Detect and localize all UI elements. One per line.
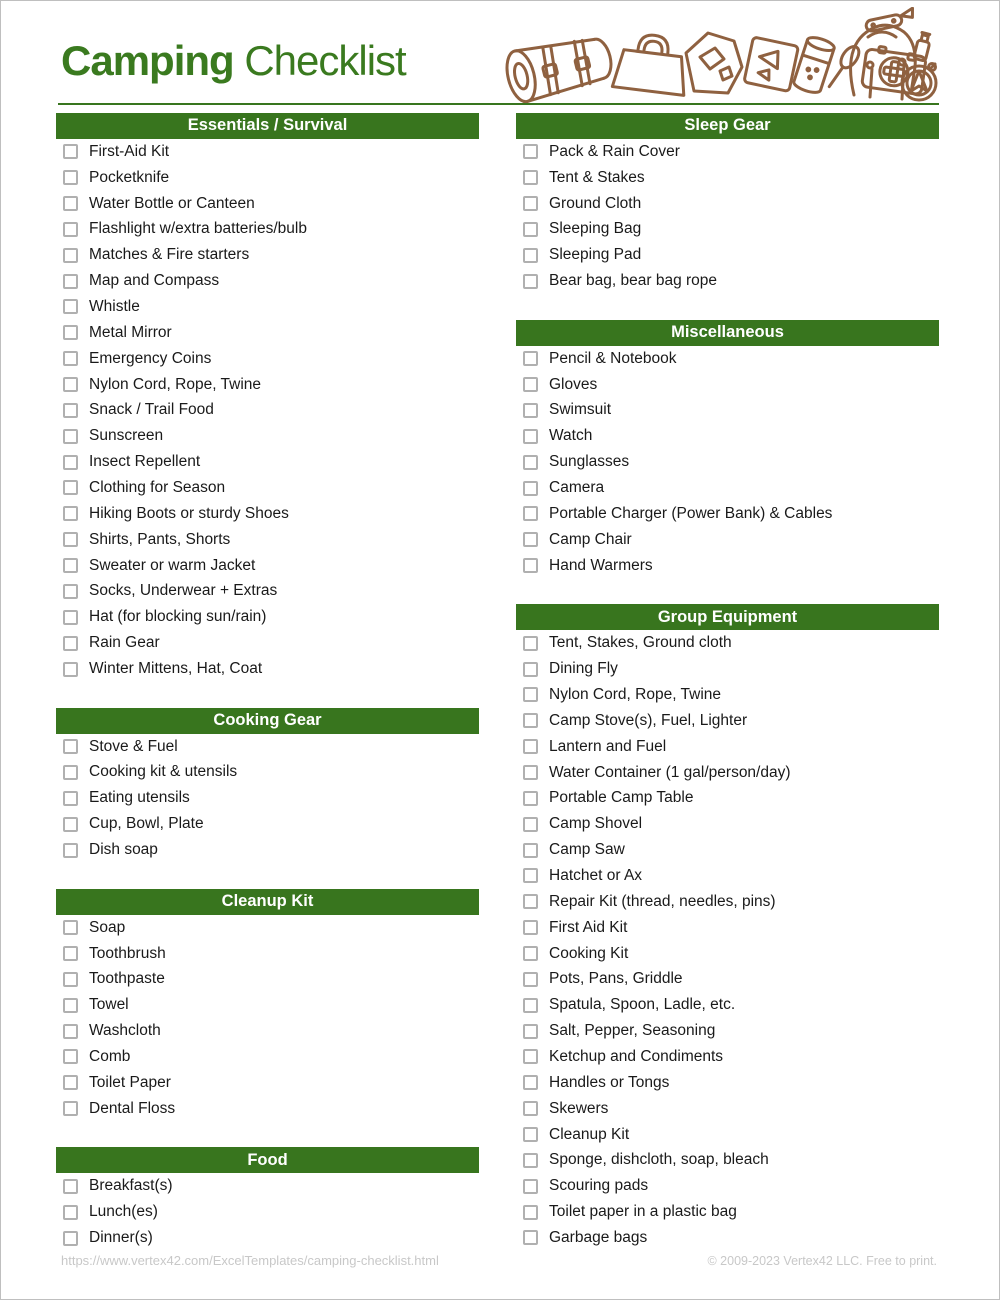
item-label: Lantern and Fuel — [549, 737, 667, 755]
section-header: Sleep Gear — [516, 113, 939, 139]
item-label: Sleeping Bag — [549, 220, 642, 238]
section-header: Food — [56, 1147, 479, 1173]
item-label: Cup, Bowl, Plate — [89, 815, 204, 833]
empty-checkbox[interactable] — [63, 946, 78, 961]
item-label: Cooking Kit — [549, 944, 629, 962]
item-label: Tent, Stakes, Ground cloth — [549, 634, 732, 652]
checklist-item — [56, 191, 479, 217]
checklist-item — [56, 630, 479, 656]
checklist-item — [56, 449, 479, 475]
empty-checkbox[interactable] — [63, 1049, 78, 1064]
section-sleep-gear — [516, 113, 939, 294]
empty-checkbox[interactable] — [63, 532, 78, 547]
empty-checkbox[interactable] — [63, 170, 78, 185]
checklist-item — [56, 423, 479, 449]
empty-checkbox[interactable] — [523, 1230, 538, 1245]
item-label: Ground Cloth — [549, 194, 642, 212]
checklist-item — [56, 579, 479, 605]
empty-checkbox[interactable] — [63, 325, 78, 340]
item-label: Gloves — [549, 375, 598, 393]
item-label: Portable Charger (Power Bank) & Cables — [549, 504, 833, 522]
empty-checkbox[interactable] — [63, 274, 78, 289]
item-label: Hatchet or Ax — [549, 866, 643, 884]
checklist-item — [56, 966, 479, 992]
empty-checkbox[interactable] — [523, 222, 538, 237]
empty-checkbox[interactable] — [523, 1075, 538, 1090]
item-label: Pots, Pans, Griddle — [549, 970, 683, 988]
empty-checkbox[interactable] — [63, 455, 78, 470]
item-label: Whistle — [89, 297, 140, 315]
item-label: Winter Mittens, Hat, Coat — [89, 660, 263, 677]
empty-checkbox[interactable] — [63, 662, 78, 677]
checklist-item — [56, 760, 479, 786]
checklist-item — [516, 682, 939, 708]
empty-checkbox[interactable] — [63, 739, 78, 754]
item-label: Dining Fly — [549, 660, 618, 678]
item-label: Dinner(s) — [89, 1229, 153, 1246]
checklist-item — [56, 915, 479, 941]
checklist-item — [56, 1199, 479, 1225]
item-label: Watch — [549, 427, 593, 445]
section-header: Miscellaneous — [516, 320, 939, 346]
checklist-item — [516, 553, 939, 579]
item-label: Bear bag, bear bag rope — [549, 272, 718, 290]
item-label: Lunch(es) — [89, 1203, 158, 1221]
item-label: Comb — [89, 1047, 131, 1065]
section-food — [56, 1147, 479, 1250]
item-label: Hiking Boots or sturdy Shoes — [89, 504, 289, 522]
section-essentials-survival — [56, 113, 479, 682]
item-label: Camp Stove(s), Fuel, Lighter — [549, 711, 748, 729]
item-label: Ketchup and Condiments — [549, 1047, 724, 1065]
empty-checkbox[interactable] — [523, 972, 538, 987]
item-label: Emergency Coins — [89, 349, 212, 367]
item-label: Insect Repellent — [89, 453, 201, 471]
empty-checkbox[interactable] — [523, 1127, 538, 1142]
item-label: Hand Warmers — [549, 556, 653, 574]
checklist-item — [56, 268, 479, 294]
item-label: Eating utensils — [89, 789, 190, 807]
section-header: Cleanup Kit — [56, 889, 479, 915]
item-label: Cooking kit & utensils — [89, 763, 238, 781]
item-label: First-Aid Kit — [89, 142, 170, 160]
item-label: Dental Floss — [89, 1099, 176, 1117]
item-label: Portable Camp Table — [549, 789, 694, 807]
checklist-item — [516, 811, 939, 837]
empty-checkbox[interactable] — [523, 713, 538, 728]
checklist-item — [56, 372, 479, 398]
empty-checkbox[interactable] — [523, 1101, 538, 1116]
item-label: Nylon Cord, Rope, Twine — [89, 375, 262, 393]
item-label: Repair Kit (thread, needles, pins) — [549, 892, 776, 910]
checklist-item — [516, 1122, 939, 1148]
item-label: Swimsuit — [549, 401, 612, 419]
empty-checkbox[interactable] — [523, 998, 538, 1013]
checklist-item — [516, 837, 939, 863]
item-label: Spatula, Spoon, Ladle, etc. — [549, 996, 736, 1014]
empty-checkbox[interactable] — [523, 817, 538, 832]
empty-checkbox[interactable] — [63, 144, 78, 159]
empty-checkbox[interactable] — [63, 1101, 78, 1116]
section-header: Cooking Gear — [56, 708, 479, 734]
item-label: Skewers — [549, 1099, 609, 1117]
checklist-item — [56, 604, 479, 630]
checklist-item — [56, 1070, 479, 1096]
item-label: Shirts, Pants, Shorts — [89, 530, 231, 548]
item-label: Toothpaste — [89, 970, 165, 988]
checklist-item — [56, 501, 479, 527]
item-label: First Aid Kit — [549, 918, 628, 936]
checklist-item — [56, 1096, 479, 1122]
empty-checkbox[interactable] — [523, 196, 538, 211]
item-label: Toilet Paper — [89, 1073, 171, 1091]
item-label: Hat (for blocking sun/rain) — [89, 608, 267, 626]
checklist-item — [516, 708, 939, 734]
empty-checkbox[interactable] — [523, 739, 538, 754]
empty-checkbox[interactable] — [523, 506, 538, 521]
item-label: Snack / Trail Food — [89, 401, 214, 419]
checklist-item — [56, 1173, 479, 1199]
checklist-item — [56, 1225, 479, 1251]
item-label: Sleeping Pad — [549, 246, 642, 264]
item-label: Map and Compass — [89, 272, 220, 290]
item-label: Toilet paper in a plastic bag — [549, 1203, 737, 1221]
empty-checkbox[interactable] — [523, 403, 538, 418]
checklist-item — [56, 1018, 479, 1044]
checklist-item — [516, 656, 939, 682]
empty-checkbox[interactable] — [523, 662, 538, 677]
checklist-item — [516, 630, 939, 656]
empty-checkbox[interactable] — [63, 765, 78, 780]
item-label: Soap — [89, 918, 126, 936]
checklist-item — [56, 941, 479, 967]
empty-checkbox[interactable] — [523, 791, 538, 806]
empty-checkbox[interactable] — [523, 248, 538, 263]
checklist-item — [56, 811, 479, 837]
item-label: Nylon Cord, Rope, Twine — [549, 685, 722, 703]
checklist-item — [56, 346, 479, 372]
item-label: Scouring pads — [549, 1177, 649, 1195]
empty-checkbox[interactable] — [523, 481, 538, 496]
checklist-item — [516, 449, 939, 475]
empty-checkbox[interactable] — [63, 1075, 78, 1090]
checklist-item — [516, 966, 939, 992]
empty-checkbox[interactable] — [523, 1049, 538, 1064]
empty-checkbox[interactable] — [63, 506, 78, 521]
item-label: Pencil & Notebook — [549, 349, 677, 367]
empty-checkbox[interactable] — [523, 920, 538, 935]
checklist-item — [516, 1225, 939, 1251]
checklist-item — [56, 734, 479, 760]
checklist-item — [56, 294, 479, 320]
empty-checkbox[interactable] — [63, 636, 78, 651]
empty-checkbox[interactable] — [63, 972, 78, 987]
item-label: Matches & Fire starters — [89, 246, 250, 264]
checklist-item — [516, 475, 939, 501]
checklist-item — [516, 992, 939, 1018]
item-label: Salt, Pepper, Seasoning — [549, 1022, 716, 1040]
checklist-item — [516, 734, 939, 760]
empty-checkbox[interactable] — [63, 196, 78, 211]
checklist-item — [516, 1044, 939, 1070]
item-label: Water Bottle or Canteen — [89, 194, 255, 212]
checklist-item — [516, 191, 939, 217]
checklist-item — [516, 1199, 939, 1225]
empty-checkbox[interactable] — [63, 920, 78, 935]
section-cooking-gear — [56, 708, 479, 863]
item-label: Breakfast(s) — [89, 1177, 173, 1195]
empty-checkbox[interactable] — [63, 222, 78, 237]
item-label: Dish soap — [89, 841, 158, 859]
empty-checkbox[interactable] — [63, 1231, 78, 1246]
section-cleanup-kit — [56, 889, 479, 1122]
item-label: Sunscreen — [89, 427, 164, 445]
item-label: Towel — [89, 996, 129, 1014]
checklist-item — [516, 889, 939, 915]
empty-checkbox[interactable] — [523, 1024, 538, 1039]
item-label: Water Container (1 gal/person/day) — [549, 763, 791, 781]
empty-checkbox[interactable] — [523, 843, 538, 858]
empty-checkbox[interactable] — [63, 1024, 78, 1039]
item-label: Flashlight w/extra batteries/bulb — [89, 220, 307, 238]
empty-checkbox[interactable] — [523, 429, 538, 444]
item-label: Socks, Underwear + Extras — [89, 582, 278, 600]
empty-checkbox[interactable] — [523, 351, 538, 366]
checklist-item — [516, 501, 939, 527]
checklist-item — [516, 785, 939, 811]
item-label: Pack & Rain Cover — [549, 142, 680, 160]
empty-checkbox[interactable] — [63, 480, 78, 495]
empty-checkbox[interactable] — [523, 765, 538, 780]
footer-copyright: © 2009-2023 Vertex42 LLC. Free to print. — [707, 1254, 937, 1268]
checklist-item — [516, 1018, 939, 1044]
checklist-item — [516, 139, 939, 165]
checklist-item — [516, 941, 939, 967]
checklist-item — [56, 1044, 479, 1070]
checklist-column-left — [56, 113, 479, 1251]
checklist-item — [56, 320, 479, 346]
page-title-regular: Checklist — [244, 37, 406, 84]
empty-checkbox[interactable] — [63, 351, 78, 366]
checklist-item — [516, 1070, 939, 1096]
checklist-item — [56, 397, 479, 423]
empty-checkbox[interactable] — [523, 377, 538, 392]
checklist-item — [516, 527, 939, 553]
section-miscellaneous — [516, 320, 939, 579]
empty-checkbox[interactable] — [523, 1153, 538, 1168]
checklist-item — [516, 216, 939, 242]
checklist-item — [516, 1173, 939, 1199]
checklist-item — [516, 165, 939, 191]
empty-checkbox[interactable] — [63, 610, 78, 625]
item-label: Camp Shovel — [549, 815, 643, 833]
item-label: Garbage bags — [549, 1228, 648, 1246]
checklist-item — [516, 760, 939, 786]
item-label: Camp Saw — [549, 841, 625, 859]
empty-checkbox[interactable] — [523, 894, 538, 909]
empty-checkbox[interactable] — [63, 817, 78, 832]
empty-checkbox[interactable] — [523, 636, 538, 651]
empty-checkbox[interactable] — [63, 584, 78, 599]
checklist-column-right — [516, 113, 939, 1251]
empty-checkbox[interactable] — [523, 946, 538, 961]
checklist-item — [516, 398, 939, 424]
checklist-item — [516, 1096, 939, 1122]
empty-checkbox[interactable] — [523, 558, 538, 573]
item-label: Sponge, dishcloth, soap, bleach — [549, 1151, 769, 1169]
checklist-item — [56, 216, 479, 242]
checklist-item — [56, 527, 479, 553]
empty-checkbox[interactable] — [523, 455, 538, 470]
item-label: Camp Chair — [549, 530, 632, 548]
checklist-item — [516, 915, 939, 941]
checklist-item — [516, 268, 939, 294]
empty-checkbox[interactable] — [63, 843, 78, 858]
empty-checkbox[interactable] — [63, 299, 78, 314]
item-label: Stove & Fuel — [89, 737, 178, 755]
item-label: Camera — [549, 479, 605, 497]
item-label: Clothing for Season — [89, 478, 226, 496]
checklist-item — [516, 423, 939, 449]
empty-checkbox[interactable] — [523, 274, 538, 289]
empty-checkbox[interactable] — [63, 791, 78, 806]
item-label: Sunglasses — [549, 453, 630, 471]
checklist-item — [56, 837, 479, 863]
empty-checkbox[interactable] — [63, 377, 78, 392]
page-footer — [61, 1253, 937, 1268]
checklist-item — [516, 1147, 939, 1173]
item-label: Pocketknife — [89, 168, 170, 186]
empty-checkbox[interactable] — [523, 170, 538, 185]
checklist-item — [56, 242, 479, 268]
checklist-item — [516, 372, 939, 398]
checklist-item — [56, 165, 479, 191]
empty-checkbox[interactable] — [523, 144, 538, 159]
checklist-item — [56, 785, 479, 811]
empty-checkbox[interactable] — [63, 1179, 78, 1194]
item-label: Tent & Stakes — [549, 168, 645, 186]
empty-checkbox[interactable] — [63, 403, 78, 418]
empty-checkbox[interactable] — [63, 248, 78, 263]
item-label: Handles or Tongs — [549, 1073, 670, 1091]
empty-checkbox[interactable] — [523, 1179, 538, 1194]
checklist-item — [56, 139, 479, 165]
checklist-item — [516, 863, 939, 889]
item-label: Sweater or warm Jacket — [89, 556, 256, 574]
item-label: Toothbrush — [89, 944, 166, 962]
empty-checkbox[interactable] — [523, 532, 538, 547]
empty-checkbox[interactable] — [63, 558, 78, 573]
title-divider — [58, 103, 939, 105]
item-label: Cleanup Kit — [549, 1125, 630, 1143]
checklist-item — [516, 242, 939, 268]
item-label: Metal Mirror — [89, 323, 172, 341]
empty-checkbox[interactable] — [63, 429, 78, 444]
section-header: Group Equipment — [516, 604, 939, 630]
empty-checkbox[interactable] — [523, 687, 538, 702]
empty-checkbox[interactable] — [63, 998, 78, 1013]
camping-gear-illustration-icon — [498, 7, 938, 104]
page-title-bold: Camping — [61, 37, 234, 84]
empty-checkbox[interactable] — [523, 868, 538, 883]
checklist-item — [56, 992, 479, 1018]
checklist-item — [516, 346, 939, 372]
checklist-item — [56, 475, 479, 501]
item-label: Washcloth — [89, 1022, 161, 1040]
item-label: Rain Gear — [89, 634, 160, 652]
checklist-item — [56, 656, 479, 682]
section-group-equipment — [516, 604, 939, 1251]
section-header: Essentials / Survival — [56, 113, 479, 139]
empty-checkbox[interactable] — [63, 1205, 78, 1220]
empty-checkbox[interactable] — [523, 1205, 538, 1220]
footer-url-link[interactable]: https://www.vertex42.com/ExcelTemplates/camping-checklist.html — [61, 1253, 439, 1268]
page-title — [61, 37, 406, 85]
checklist-item — [56, 553, 479, 579]
